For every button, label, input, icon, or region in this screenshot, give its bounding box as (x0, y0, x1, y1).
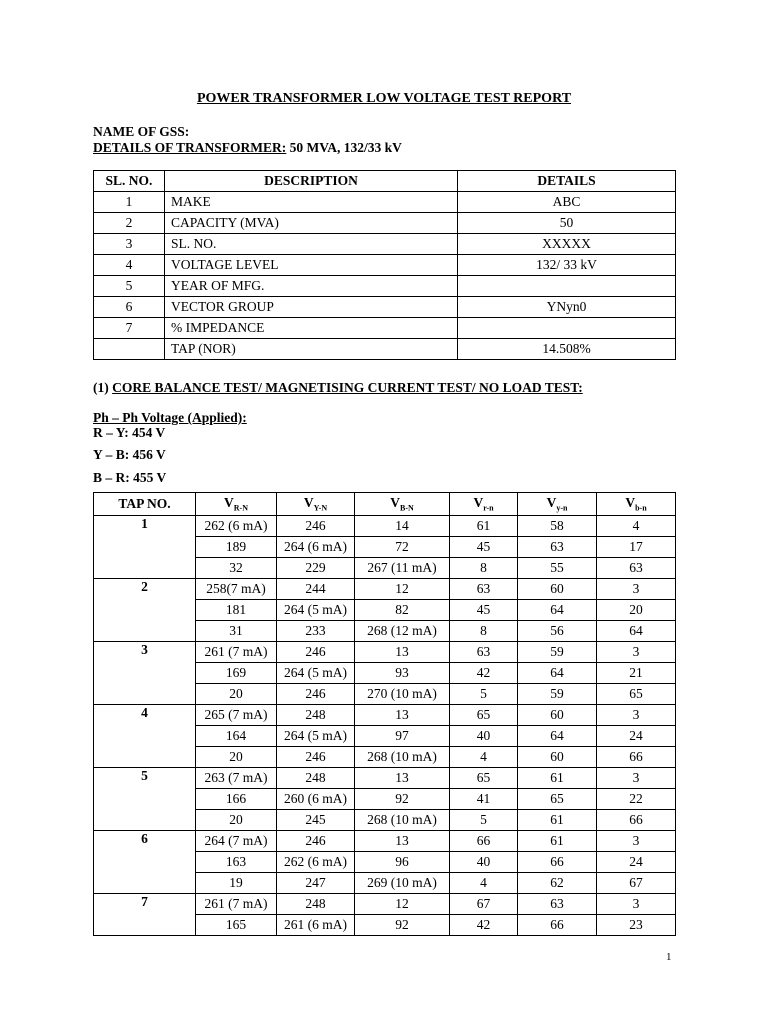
column-header (518, 493, 597, 516)
table-row (94, 642, 676, 663)
table-cell: 164 (196, 726, 277, 747)
table-row (94, 297, 676, 318)
column-header-label: V (473, 495, 484, 511)
table-cell (94, 339, 165, 360)
voltage-yb: Y – B: 456 V (93, 447, 166, 462)
table-cell: 21 (597, 663, 676, 684)
section-1-heading (93, 380, 583, 396)
table-cell: 181 (196, 600, 277, 621)
transformer-details-table (93, 170, 676, 360)
table-cell: 14 (355, 516, 450, 537)
table-cell: 265 (7 mA) (196, 705, 277, 726)
table-cell: 248 (277, 705, 355, 726)
table-cell: 261 (7 mA) (196, 642, 277, 663)
table-cell: 92 (355, 789, 450, 810)
table-cell: 19 (196, 873, 277, 894)
table-cell: 66 (597, 810, 676, 831)
table-row (94, 276, 676, 297)
table-cell: 82 (355, 600, 450, 621)
section-title: CORE BALANCE TEST/ MAGNETISING CURRENT TEST/ NO LOAD TEST: (112, 380, 583, 395)
table-cell: 261 (6 mA) (277, 915, 355, 936)
table-cell: 66 (518, 852, 597, 873)
table-cell: 5 (450, 684, 518, 705)
table-row (94, 318, 676, 339)
table-row (94, 213, 676, 234)
table-cell: 45 (450, 600, 518, 621)
table-cell: 7 (94, 318, 165, 339)
table-cell: 229 (277, 558, 355, 579)
table-cell: 12 (355, 894, 450, 915)
table-cell: 5 (94, 276, 165, 297)
table-cell: 246 (277, 642, 355, 663)
table-cell: 63 (518, 537, 597, 558)
table-cell: 12 (355, 579, 450, 600)
table-cell: 31 (196, 621, 277, 642)
table-cell: 24 (597, 852, 676, 873)
table-cell: 92 (355, 915, 450, 936)
table-cell: 63 (597, 558, 676, 579)
table-cell: 268 (10 mA) (355, 810, 450, 831)
table-cell: 262 (6 mA) (277, 852, 355, 873)
table-cell: % IMPEDANCE (165, 318, 458, 339)
column-header-label: V (303, 495, 314, 511)
table-cell: YEAR OF MFG. (165, 276, 458, 297)
table-row (94, 234, 676, 255)
table-cell: 14.508% (458, 339, 676, 360)
table-row (94, 894, 676, 915)
table-cell: 23 (597, 915, 676, 936)
column-header-label: V (390, 495, 400, 511)
table-cell: 270 (10 mA) (355, 684, 450, 705)
table-cell: 132/ 33 kV (458, 255, 676, 276)
table-cell: 64 (597, 621, 676, 642)
table-cell: 61 (518, 831, 597, 852)
table-row (94, 579, 676, 600)
column-header-label: V (625, 495, 636, 511)
table-cell: ABC (458, 192, 676, 213)
column-header-subscript: b-n (635, 503, 647, 513)
table-cell: 3 (94, 234, 165, 255)
table-cell: 59 (518, 684, 597, 705)
transformer-details-line (93, 140, 402, 156)
table-cell: 264 (5 mA) (277, 600, 355, 621)
column-header-subscript: R-N (233, 503, 248, 513)
column-header (355, 493, 450, 516)
table-cell: 55 (518, 558, 597, 579)
table-cell: 246 (277, 684, 355, 705)
table-cell: 260 (6 mA) (277, 789, 355, 810)
table-cell: 8 (450, 558, 518, 579)
table-cell: 4 (597, 516, 676, 537)
table-cell: 189 (196, 537, 277, 558)
gss-name-label: NAME OF GSS: (93, 124, 190, 139)
table-cell: 6 (94, 297, 165, 318)
table-cell: SL. NO. (165, 234, 458, 255)
column-header-label: V (224, 495, 234, 511)
column-header (450, 493, 518, 516)
table-row (94, 255, 676, 276)
table-cell: 13 (355, 642, 450, 663)
table-row (94, 516, 676, 537)
table-cell: 65 (450, 768, 518, 789)
table-cell: TAP (NOR) (165, 339, 458, 360)
table-cell: 22 (597, 789, 676, 810)
table-cell: 63 (518, 894, 597, 915)
tap-number-cell: 5 (94, 768, 196, 831)
table-cell: 61 (450, 516, 518, 537)
table-cell: 67 (597, 873, 676, 894)
column-header-label: TAP NO. (118, 496, 171, 511)
transformer-details-value: 50 MVA, 132/33 kV (286, 140, 402, 155)
table-cell: 20 (597, 600, 676, 621)
tap-number-cell: 7 (94, 894, 196, 936)
table-cell: 263 (7 mA) (196, 768, 277, 789)
table-cell: 65 (450, 705, 518, 726)
table-row (94, 705, 676, 726)
table-cell: 66 (518, 915, 597, 936)
table-cell: 66 (597, 747, 676, 768)
table-cell: MAKE (165, 192, 458, 213)
table-cell: 3 (597, 768, 676, 789)
table-cell: 262 (6 mA) (196, 516, 277, 537)
table-row (94, 339, 676, 360)
table-cell: 5 (450, 810, 518, 831)
table-cell: 32 (196, 558, 277, 579)
column-header (277, 493, 355, 516)
table-cell: 4 (94, 255, 165, 276)
table-cell: 264 (5 mA) (277, 663, 355, 684)
column-header (597, 493, 676, 516)
page-number: 1 (666, 951, 672, 963)
table-cell: 64 (518, 663, 597, 684)
table-cell: 56 (518, 621, 597, 642)
table-row (94, 768, 676, 789)
table-cell: 247 (277, 873, 355, 894)
table-header-row (94, 493, 676, 516)
table-cell: 264 (5 mA) (277, 726, 355, 747)
table-cell: 268 (10 mA) (355, 747, 450, 768)
report-title: POWER TRANSFORMER LOW VOLTAGE TEST REPORT (196, 91, 572, 106)
table-header-row (94, 171, 676, 192)
column-header (196, 493, 277, 516)
table-cell: 62 (518, 873, 597, 894)
table-cell: 63 (450, 579, 518, 600)
table-cell: 72 (355, 537, 450, 558)
column-header-subscript: y-n (556, 503, 568, 513)
table-cell: 45 (450, 537, 518, 558)
table-cell: 2 (94, 213, 165, 234)
table-cell: CAPACITY (MVA) (165, 213, 458, 234)
column-header: DETAILS (458, 171, 676, 192)
table-cell: 264 (6 mA) (277, 537, 355, 558)
table-cell: 58 (518, 516, 597, 537)
table-cell: 267 (11 mA) (355, 558, 450, 579)
table-cell: 20 (196, 747, 277, 768)
table-cell: 4 (450, 747, 518, 768)
table-cell: 3 (597, 642, 676, 663)
table-cell: 60 (518, 705, 597, 726)
table-cell: 261 (7 mA) (196, 894, 277, 915)
table-cell: 64 (518, 726, 597, 747)
table-cell: 61 (518, 810, 597, 831)
table-cell: 42 (450, 663, 518, 684)
table-cell: 166 (196, 789, 277, 810)
table-cell: 258(7 mA) (196, 579, 277, 600)
table-cell: 40 (450, 852, 518, 873)
table-cell (458, 318, 676, 339)
voltage-ry: R – Y: 454 V (93, 425, 166, 440)
table-cell: 40 (450, 726, 518, 747)
table-cell (458, 276, 676, 297)
tap-number-cell: 2 (94, 579, 196, 642)
table-cell: 93 (355, 663, 450, 684)
table-cell: 20 (196, 810, 277, 831)
column-header: DESCRIPTION (165, 171, 458, 192)
table-cell: 61 (518, 768, 597, 789)
applied-voltage-label: Ph – Ph Voltage (Applied): (93, 410, 247, 425)
table-cell: 248 (277, 894, 355, 915)
table-cell: 60 (518, 747, 597, 768)
table-cell: 63 (450, 642, 518, 663)
table-cell: 59 (518, 642, 597, 663)
table-row (94, 831, 676, 852)
table-cell: 8 (450, 621, 518, 642)
table-cell: 13 (355, 831, 450, 852)
table-cell: 64 (518, 600, 597, 621)
table-cell: 244 (277, 579, 355, 600)
table-cell: 67 (450, 894, 518, 915)
table-cell: 20 (196, 684, 277, 705)
tap-number-cell: 3 (94, 642, 196, 705)
table-cell: 269 (10 mA) (355, 873, 450, 894)
table-cell: 268 (12 mA) (355, 621, 450, 642)
table-cell: 24 (597, 726, 676, 747)
table-row (94, 192, 676, 213)
table-cell: XXXXX (458, 234, 676, 255)
tap-number-cell: 6 (94, 831, 196, 894)
table-cell: 97 (355, 726, 450, 747)
table-cell: 3 (597, 831, 676, 852)
transformer-details-label: DETAILS OF TRANSFORMER: (93, 140, 287, 155)
table-cell: 246 (277, 747, 355, 768)
table-cell: 13 (355, 705, 450, 726)
column-header-label: V (546, 495, 557, 511)
table-cell: 3 (597, 894, 676, 915)
table-cell: 169 (196, 663, 277, 684)
table-cell: 3 (597, 579, 676, 600)
table-cell: 96 (355, 852, 450, 873)
table-cell: VECTOR GROUP (165, 297, 458, 318)
table-cell: 42 (450, 915, 518, 936)
table-cell: VOLTAGE LEVEL (165, 255, 458, 276)
table-cell: 165 (196, 915, 277, 936)
table-cell: 17 (597, 537, 676, 558)
tap-voltage-table (93, 492, 676, 936)
table-cell: 3 (597, 705, 676, 726)
table-cell: 246 (277, 831, 355, 852)
column-header-subscript: B-N (399, 503, 414, 513)
table-cell: 60 (518, 579, 597, 600)
table-cell: 13 (355, 768, 450, 789)
table-cell: 264 (7 mA) (196, 831, 277, 852)
table-cell: YNyn0 (458, 297, 676, 318)
table-cell: 246 (277, 516, 355, 537)
voltage-br: B – R: 455 V (93, 470, 167, 485)
table-cell: 65 (597, 684, 676, 705)
column-header: SL. NO. (94, 171, 165, 192)
table-cell: 1 (94, 192, 165, 213)
tap-number-cell: 4 (94, 705, 196, 768)
table-cell: 65 (518, 789, 597, 810)
section-number: (1) (93, 380, 113, 395)
table-cell: 41 (450, 789, 518, 810)
table-cell: 163 (196, 852, 277, 873)
column-header (94, 493, 196, 516)
table-cell: 66 (450, 831, 518, 852)
table-cell: 245 (277, 810, 355, 831)
table-cell: 233 (277, 621, 355, 642)
column-header-subscript: r-n (483, 503, 494, 513)
table-cell: 50 (458, 213, 676, 234)
tap-number-cell: 1 (94, 516, 196, 579)
column-header-subscript: Y-N (313, 503, 328, 513)
table-cell: 4 (450, 873, 518, 894)
table-cell: 248 (277, 768, 355, 789)
